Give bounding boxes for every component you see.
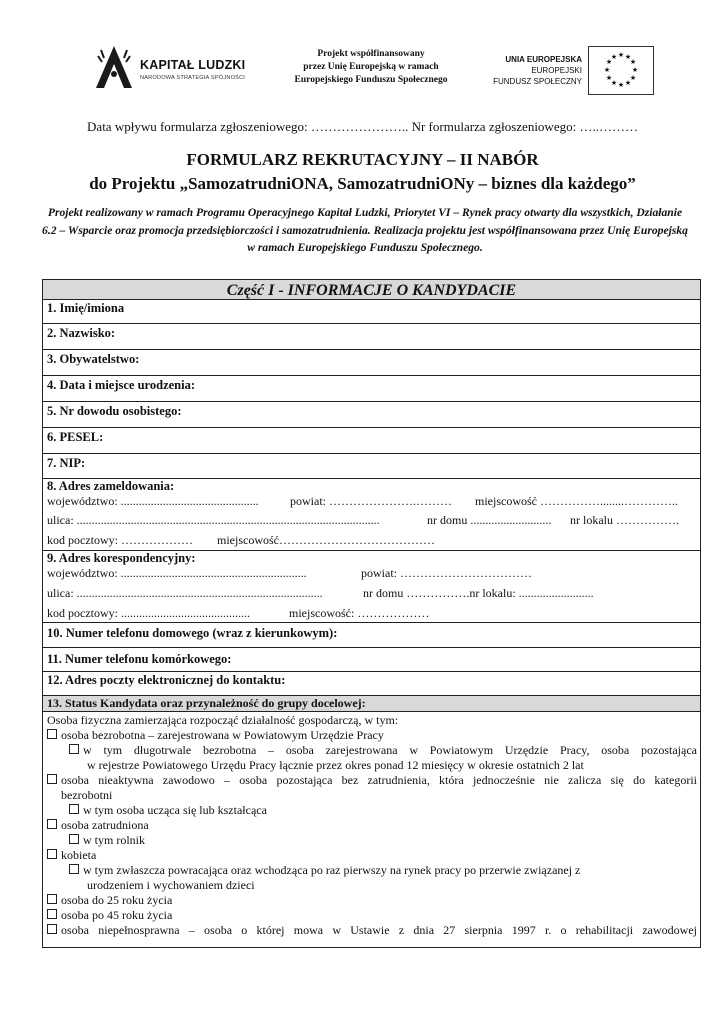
eu-flag-icon bbox=[588, 46, 654, 95]
field-registered-address bbox=[43, 479, 700, 551]
field-label: 3. Obywatelstwo: bbox=[47, 352, 140, 366]
field-label: 2. Nazwisko: bbox=[47, 326, 116, 340]
checkbox[interactable] bbox=[47, 729, 57, 739]
status-option-inactive[interactable]: osoba nieaktywna zawodowo – osoba pozostająca bez zatrudnienia, która jednocześnie nie zalicza się do kategorii bbox=[47, 773, 697, 788]
address-flat-number[interactable]: nr lokalu ……………. bbox=[570, 513, 679, 527]
cofinancing-line-2: przez Unię Europejską w ramach bbox=[303, 62, 439, 72]
checkbox[interactable] bbox=[69, 744, 79, 754]
address-street[interactable]: ulica: ..................................................................................................... bbox=[47, 513, 380, 527]
field-label: 9. Adres korespondencyjny: bbox=[47, 551, 196, 565]
project-title: do Projektu „SamozatrudniONA, SamozatrudniONy – biznes dla każdego” bbox=[89, 174, 636, 193]
status-option-inactive-cont: bezrobotni bbox=[61, 788, 113, 802]
field-birth-date-place[interactable] bbox=[43, 376, 700, 402]
section-title: Część I - INFORMACJE O KANDYDACIE bbox=[226, 282, 517, 299]
field-home-phone[interactable] bbox=[43, 623, 700, 648]
status-option-under-25[interactable]: osoba do 25 roku życia bbox=[47, 893, 172, 908]
form-title: FORMULARZ REKRUTACYJNY – II NABÓR bbox=[186, 150, 539, 169]
status-option-unemployed[interactable]: osoba bezrobotna – zarejestrowana w Powiatowym Urzędzie Pracy bbox=[47, 728, 384, 743]
checkbox[interactable] bbox=[47, 924, 57, 934]
svg-text:★: ★ bbox=[631, 66, 639, 74]
field-label: 12. Adres poczty elektronicznej do kontaktu: bbox=[47, 673, 286, 687]
field-label: 1. Imię/imiona bbox=[47, 301, 125, 315]
section-header bbox=[43, 280, 700, 300]
svg-text:★: ★ bbox=[617, 81, 625, 89]
svg-text:★: ★ bbox=[605, 74, 613, 82]
corr-voivodeship[interactable]: województwo: .............................................................. bbox=[47, 566, 307, 580]
field-email[interactable] bbox=[43, 672, 700, 696]
corr-locality[interactable]: miejscowość: ……………… bbox=[289, 606, 430, 620]
checkbox[interactable] bbox=[47, 774, 57, 784]
status-option-returning-woman[interactable]: w tym zwłaszcza powracająca oraz wchodząca po raz pierwszy na rynek pracy po przerwie związanej z bbox=[69, 863, 580, 878]
cofinancing-line-1: Projekt współfinansowany bbox=[317, 49, 425, 59]
address-county[interactable]: powiat: ………………….……… bbox=[290, 494, 452, 508]
field-label: 4. Data i miejsce urodzenia: bbox=[47, 378, 196, 392]
field-label: 7. NIP: bbox=[47, 456, 86, 470]
svg-text:★: ★ bbox=[629, 74, 637, 82]
field-pesel[interactable] bbox=[43, 428, 700, 454]
intake-line: Data wpływu formularza zgłoszeniowego: ………………….. Nr formularza zgłoszeniowego: …..……… bbox=[87, 119, 638, 134]
kapital-ludzki-tagline: NARODOWA STRATEGIA SPÓJNOŚCI bbox=[140, 75, 246, 81]
cofinancing-line-3: Europejskiego Funduszu Społecznego bbox=[294, 75, 448, 85]
svg-text:★: ★ bbox=[629, 58, 637, 66]
address-locality[interactable]: miejscowość ……………........………….. bbox=[475, 494, 678, 508]
status-option-learning[interactable]: w tym osoba ucząca się lub kształcąca bbox=[69, 803, 267, 818]
checkbox[interactable] bbox=[47, 894, 57, 904]
field-id-number[interactable] bbox=[43, 402, 700, 428]
status-option-over-45[interactable]: osoba po 45 roku życia bbox=[47, 908, 172, 923]
eu-fund-line-1: EUROPEJSKI bbox=[531, 66, 582, 75]
address-locality-2[interactable]: miejscowość………………………………… bbox=[217, 533, 435, 547]
address-postal-code[interactable]: kod pocztowy: ……………… bbox=[47, 533, 193, 547]
checkbox[interactable] bbox=[47, 849, 57, 859]
field-mobile-phone[interactable] bbox=[43, 648, 700, 672]
corr-county[interactable]: powiat: …………………………… bbox=[361, 566, 532, 580]
corr-postal-code[interactable]: kod pocztowy: ........................................... bbox=[47, 606, 250, 620]
svg-text:★: ★ bbox=[603, 66, 611, 74]
eu-fund-label bbox=[480, 54, 582, 87]
eu-title: UNIA EUROPEJSKA bbox=[505, 55, 582, 64]
field-correspondence-address bbox=[43, 551, 700, 623]
address-house-number[interactable]: nr domu ........................... bbox=[427, 513, 552, 527]
status-intro: Osoba fizyczna zamierzająca rozpocząć działalność gospodarczą, w tym: bbox=[47, 713, 399, 727]
kapital-ludzki-emblem-icon bbox=[92, 44, 136, 90]
field-label: 6. PESEL: bbox=[47, 430, 104, 444]
field-label: 13. Status Kandydata oraz przynależność do grupy docelowej: bbox=[47, 696, 366, 710]
address-voivodeship[interactable]: województwo: .............................................. bbox=[47, 494, 259, 508]
cofinancing-note bbox=[276, 48, 466, 87]
svg-text:★: ★ bbox=[610, 79, 618, 87]
status-option-disabled[interactable]: osoba niepełnosprawna – osoba o której mowa w Ustawie z dnia 27 sierpnia 1997 r. o rehabilitacji zawodowej bbox=[47, 923, 697, 938]
eu-fund-line-2: FUNDUSZ SPOŁECZNY bbox=[493, 77, 582, 86]
status-option-farmer[interactable]: w tym rolnik bbox=[69, 833, 145, 848]
field-label: 10. Numer telefonu domowego (wraz z kierunkowym): bbox=[47, 626, 338, 640]
field-first-name[interactable] bbox=[43, 300, 700, 324]
checkbox[interactable] bbox=[47, 909, 57, 919]
checkbox[interactable] bbox=[47, 819, 57, 829]
checkbox[interactable] bbox=[69, 804, 79, 814]
candidate-form bbox=[42, 279, 701, 948]
field-label: 5. Nr dowodu osobistego: bbox=[47, 404, 182, 418]
corr-house-flat-number[interactable]: nr domu …………….nr lokalu: ......................... bbox=[363, 586, 594, 600]
field-citizenship[interactable] bbox=[43, 350, 700, 376]
kapital-ludzki-logo bbox=[92, 44, 252, 90]
status-option-returning-woman-cont: urodzeniem i wychowaniem dzieci bbox=[87, 878, 255, 892]
project-intro: Projekt realizowany w ramach Programu Operacyjnego Kapitał Ludzki, Priorytet VI – Rynek pracy otwarty dla wszystkich, Działanie 6.2 – Wsparcie oraz promocja przedsiębiorczości i samozatrudnienia. Realizacja projektu jest współfinansowana przez Unię Europejską w ramach Europejskiego Funduszu Społecznego. bbox=[42, 206, 688, 254]
svg-text:★: ★ bbox=[617, 51, 625, 59]
status-option-employed[interactable]: osoba zatrudniona bbox=[47, 818, 149, 833]
checkbox[interactable] bbox=[69, 864, 79, 874]
field-label: 11. Numer telefonu komórkowego: bbox=[47, 652, 232, 666]
status-option-long-term-unemployed[interactable]: w tym długotrwale bezrobotna – osoba zarejestrowana w Powiatowym Urzędzie Pracy, osoba pozostająca bbox=[69, 743, 697, 758]
svg-text:★: ★ bbox=[624, 53, 632, 61]
svg-text:★: ★ bbox=[605, 58, 613, 66]
corr-street[interactable]: ulica: .................................................................................. bbox=[47, 586, 323, 600]
status-options bbox=[43, 712, 700, 949]
svg-text:★: ★ bbox=[610, 53, 618, 61]
checkbox[interactable] bbox=[69, 834, 79, 844]
field-nip[interactable] bbox=[43, 454, 700, 479]
field-surname[interactable] bbox=[43, 324, 700, 350]
field-label: 8. Adres zameldowania: bbox=[47, 479, 175, 493]
status-header bbox=[43, 696, 700, 712]
kapital-ludzki-name: KAPITAŁ LUDZKI bbox=[140, 58, 246, 72]
status-option-long-term-unemployed-cont: w rejestrze Powiatowego Urzędu Pracy łącznie przez okres ponad 12 miesięcy w okresie ostatnich 2 lat bbox=[87, 758, 584, 772]
svg-text:★: ★ bbox=[624, 79, 632, 87]
status-option-woman[interactable]: kobieta bbox=[47, 848, 96, 863]
